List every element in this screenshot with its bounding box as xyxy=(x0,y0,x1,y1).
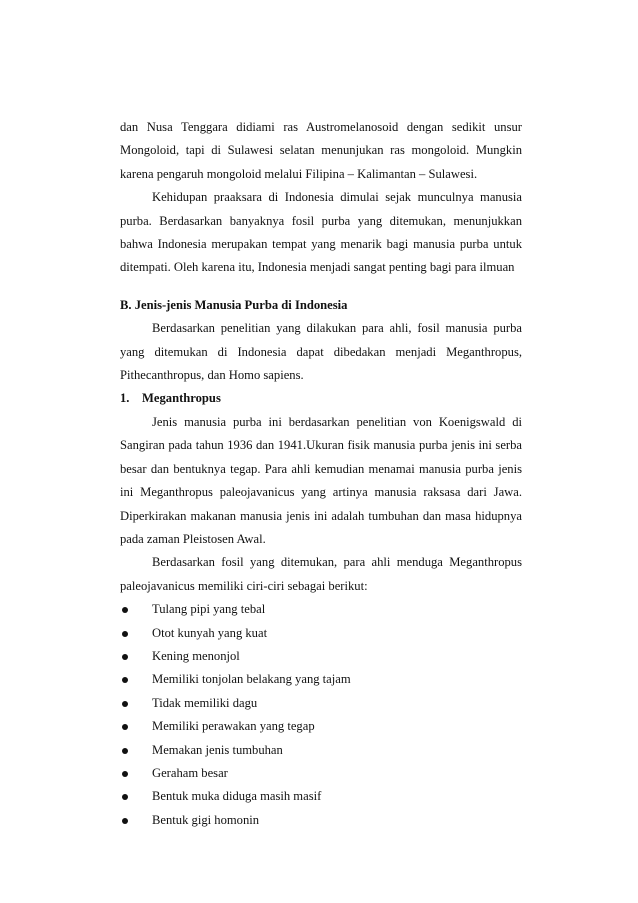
bullet-icon xyxy=(122,631,128,637)
bullet-icon xyxy=(122,818,128,824)
list-item-text: Tulang pipi yang tebal xyxy=(152,602,266,617)
meganthropus-traits-intro: Berdasarkan fosil yang ditemukan, para ahli menduga Meganthropus paleojavanicus memiliki ciri-ciri sebagai berikut: xyxy=(120,555,522,593)
list-item-text: Otot kunyah yang kuat xyxy=(152,625,268,640)
bullet-icon xyxy=(122,794,128,800)
section-b-heading: B. Jenis-jenis Manusia Purba di Indonesia xyxy=(120,297,348,312)
page-content xyxy=(120,116,522,832)
list-item xyxy=(120,668,522,691)
meganthropus-description: Jenis manusia purba ini berdasarkan penelitian von Koenigswald di Sangiran pada tahun 1936 dan 1941.Ukuran fisik manusia purba jenis ini serba besar dan bentuknya tegap. Para ahli kemudian menamai manusia purba jenis ini Meganthropus paleojavanicus yang artinya manusia raksasa dari Jawa. Diperkirakan makanan manusia jenis ini adalah tumbuhan dan masa hidupnya pada zaman Pleistosen Awal. xyxy=(120,414,522,546)
list-item xyxy=(120,598,522,621)
bullet-icon xyxy=(122,677,128,683)
list-item xyxy=(120,785,522,808)
subsection-1-number: 1. xyxy=(120,391,130,406)
list-item xyxy=(120,715,522,738)
bullet-icon xyxy=(122,748,128,754)
section-b-intro: Berdasarkan penelitian yang dilakukan para ahli, fosil manusia purba yang ditemukan di Indonesia dapat dibedakan menjadi Meganthropus, Pithecanthropus, dan Homo sapiens. xyxy=(120,321,522,383)
list-item-text: Kening menonjol xyxy=(152,648,240,663)
subsection-1-title: Meganthropus xyxy=(142,391,221,406)
subsection-1-heading xyxy=(120,387,522,410)
bullet-icon xyxy=(122,607,128,613)
list-item-text: Memiliki tonjolan belakang yang tajam xyxy=(152,672,351,687)
list-item-text: Bentuk muka diduga masih masif xyxy=(152,789,322,804)
paragraph-ras: dan Nusa Tenggara didiami ras Austromelanosoid dengan sedikit unsur Mongoloid, tapi di Sulawesi selatan menunjukan ras mongoloid. Mungkin karena pengaruh mongoloid melalui Filipina – Kalimantan – Sulawesi. xyxy=(120,120,522,181)
list-item-text: Bentuk gigi homonin xyxy=(152,812,260,827)
list-item-text: Memakan jenis tumbuhan xyxy=(152,742,283,757)
list-item xyxy=(120,739,522,762)
bullet-icon xyxy=(122,724,128,730)
list-item xyxy=(120,809,522,832)
bullet-icon xyxy=(122,771,128,777)
bullet-icon xyxy=(122,701,128,707)
list-item-text: Geraham besar xyxy=(152,765,228,780)
list-item xyxy=(120,645,522,668)
list-item-text: Tidak memiliki dagu xyxy=(152,695,258,710)
paragraph-praaksara: Kehidupan praaksara di Indonesia dimulai sejak munculnya manusia purba. Berdasarkan banyaknya fosil purba yang ditemukan, menunjukkan bahwa Indonesia merupakan tempat yang menarik bagi manusia purba untuk ditempati. Oleh karena itu, Indonesia menjadi sangat penting bagi para ilmuan xyxy=(120,190,522,275)
list-item xyxy=(120,762,522,785)
meganthropus-traits-list xyxy=(120,598,522,832)
list-item xyxy=(120,622,522,645)
bullet-icon xyxy=(122,654,128,660)
list-item-text: Memiliki perawakan yang tegap xyxy=(152,719,315,734)
list-item xyxy=(120,692,522,715)
